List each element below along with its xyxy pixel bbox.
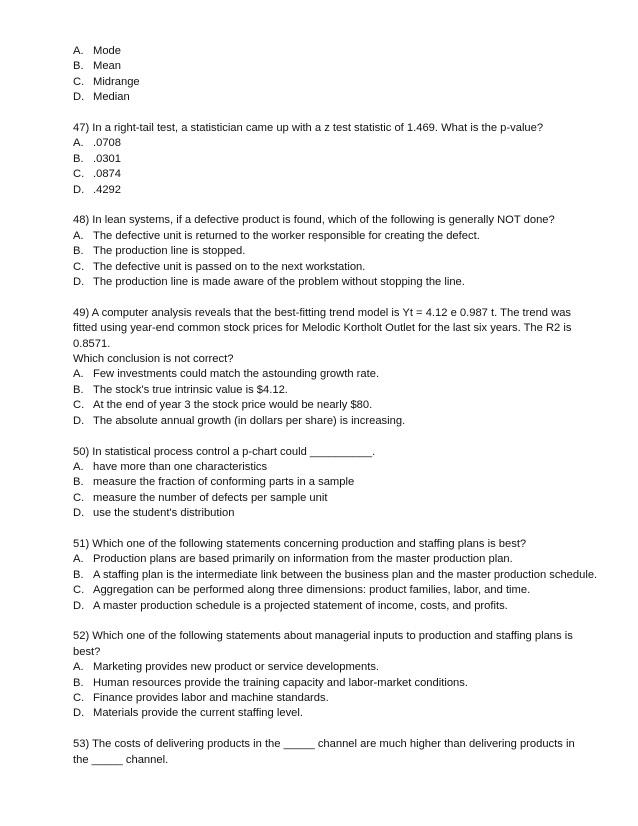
option-letter: D.	[73, 91, 85, 104]
question-47	[73, 121, 598, 198]
option-row	[73, 475, 598, 490]
question-text: 49) A computer analysis reveals that the best-fitting trend model is Yt = 4.12 e 0.987 t. The trend was	[73, 306, 572, 319]
option-text: measure the number of defects per sample unit	[93, 491, 328, 504]
option-row	[73, 229, 598, 244]
question-text: 50) In statistical process control a p-chart could __________.	[73, 445, 376, 458]
option-row	[73, 383, 598, 398]
option-text: Marketing provides new product or service developments.	[93, 661, 380, 674]
question-text: best?	[73, 645, 101, 658]
option-letter: C.	[73, 399, 85, 412]
option-row	[73, 398, 598, 413]
option-letter: C.	[73, 168, 85, 181]
question-53	[73, 737, 598, 768]
option-row	[73, 414, 598, 429]
option-letter: C.	[73, 691, 85, 704]
option-row	[73, 260, 598, 275]
option-row	[73, 167, 598, 182]
option-text: A master production schedule is a projected statement of income, costs, and profits.	[93, 599, 508, 612]
option-letter: A.	[73, 553, 84, 566]
option-text: The defective unit is passed on to the next workstation.	[93, 260, 366, 273]
question-text: the _____ channel.	[73, 753, 169, 766]
option-letter: C.	[73, 584, 85, 597]
question-text: 0.8571.	[73, 337, 111, 350]
option-text: .4292	[93, 183, 121, 196]
option-row	[73, 75, 598, 90]
question-text: 51) Which one of the following statements concerning production and staffing plans is best?	[73, 537, 527, 550]
option-row	[73, 660, 598, 675]
option-text: .0874	[93, 168, 121, 181]
question-text: 48) In lean systems, if a defective product is found, which of the following is generally NOT done?	[73, 214, 555, 227]
option-letter: D.	[73, 507, 85, 520]
option-text: measure the fraction of conforming parts in a sample	[93, 476, 355, 489]
option-letter: D.	[73, 707, 85, 720]
option-row	[73, 44, 598, 59]
question-text: 52) Which one of the following statements about managerial inputs to production and staffing plans is	[73, 630, 573, 643]
option-letter: A.	[73, 45, 84, 57]
question-49	[73, 306, 598, 429]
option-text: use the student's distribution	[93, 507, 235, 520]
leading-options	[73, 44, 598, 106]
option-letter: A.	[73, 137, 84, 150]
option-letter: D.	[73, 276, 85, 289]
option-letter: B.	[73, 568, 84, 581]
option-letter: D.	[73, 414, 85, 427]
option-letter: C.	[73, 75, 85, 88]
option-row	[73, 460, 598, 475]
option-text: A staffing plan is the intermediate link between the business plan and the master production schedule.	[93, 568, 598, 581]
question-text: fitted using year-end common stock prices for Melodic Kortholt Outlet for the last six years. The R2 is	[73, 322, 572, 335]
option-letter: B.	[73, 383, 84, 396]
option-text: Median	[93, 91, 130, 104]
option-row	[73, 491, 598, 506]
option-letter: D.	[73, 599, 85, 612]
option-text: The production line is stopped.	[93, 245, 246, 258]
option-text: Aggregation can be performed along three dimensions: product families, labor, and time.	[93, 584, 531, 597]
option-letter: D.	[73, 183, 85, 196]
question-52	[73, 629, 598, 721]
option-letter: A.	[73, 229, 84, 242]
question-48	[73, 213, 598, 290]
question-text: Which conclusion is not correct?	[73, 353, 234, 366]
option-letter: A.	[73, 460, 84, 473]
option-text: Human resources provide the training capacity and labor-market conditions.	[93, 676, 468, 689]
option-row	[73, 506, 598, 521]
option-letter: C.	[73, 491, 85, 504]
option-row	[73, 568, 598, 583]
option-text: Production plans are based primarily on information from the master production plan.	[93, 553, 513, 566]
option-row	[73, 59, 598, 74]
option-letter: C.	[73, 260, 85, 273]
option-text: Midrange	[93, 75, 140, 88]
option-text: Few investments could match the astounding growth rate.	[93, 368, 380, 381]
option-letter: B.	[73, 152, 84, 165]
option-row	[73, 706, 598, 721]
option-letter: A.	[73, 661, 84, 674]
option-letter: B.	[73, 245, 84, 258]
option-row	[73, 676, 598, 691]
option-row	[73, 552, 598, 567]
option-row	[73, 244, 598, 259]
option-text: Materials provide the current staffing level.	[93, 707, 303, 720]
option-text: The defective unit is returned to the worker responsible for creating the defect.	[93, 229, 480, 242]
question-51	[73, 537, 598, 614]
option-row	[73, 152, 598, 167]
option-row	[73, 367, 598, 382]
option-text: The production line is made aware of the problem without stopping the line.	[93, 276, 465, 289]
option-text: Mean	[93, 60, 121, 73]
option-text: Finance provides labor and machine standards.	[93, 691, 329, 704]
option-row	[73, 691, 598, 706]
option-text: Mode	[93, 45, 121, 57]
option-letter: B.	[73, 60, 84, 73]
option-row	[73, 90, 598, 105]
option-text: At the end of year 3 the stock price would be nearly $80.	[93, 399, 373, 412]
option-row	[73, 583, 598, 598]
option-text: have more than one characteristics	[93, 460, 268, 473]
option-letter: B.	[73, 476, 84, 489]
option-row	[73, 275, 598, 290]
option-text: The stock's true intrinsic value is $4.12.	[93, 383, 288, 396]
option-row	[73, 183, 598, 198]
option-letter: B.	[73, 676, 84, 689]
option-text: .0708	[93, 137, 121, 150]
option-text: The absolute annual growth (in dollars per share) is increasing.	[93, 414, 406, 427]
option-text: .0301	[93, 152, 121, 165]
question-text: 53) The costs of delivering products in the _____ channel are much higher than delivering products in	[73, 738, 575, 751]
question-text: 47) In a right-tail test, a statistician came up with a z test statistic of 1.469. What is the p-value?	[73, 122, 544, 135]
option-letter: A.	[73, 368, 84, 381]
option-row	[73, 599, 598, 614]
option-row	[73, 136, 598, 151]
question-50	[73, 445, 598, 522]
